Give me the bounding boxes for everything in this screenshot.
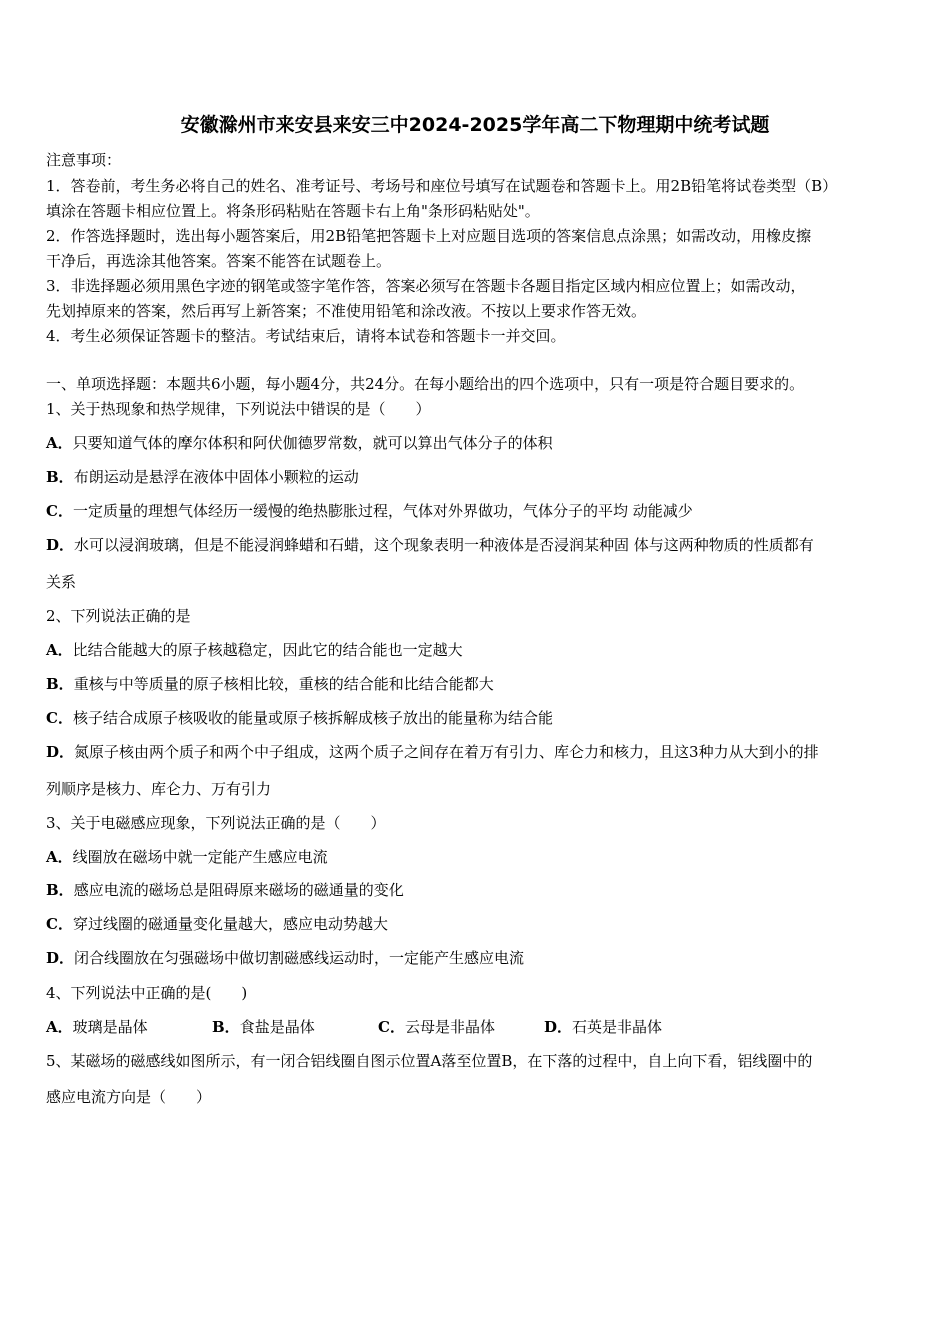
question-3-option-d: D．闭合线圈放在匀强磁场中做切割磁感线运动时，一定能产生感应电流 bbox=[46, 949, 525, 967]
question-3-option-b: B．感应电流的磁场总是阻碍原来磁场的磁通量的变化 bbox=[46, 881, 404, 899]
question-2-option-a: A．比结合能越大的原子核越稳定，因此它的结合能也一定越大 bbox=[46, 641, 463, 659]
question-1-option-a: A．只要知道气体的摩尔体积和阿伏伽德罗常数，就可以算出气体分子的体积 bbox=[46, 434, 553, 452]
question-3-option-a: A．线圈放在磁场中就一定能产生感应电流 bbox=[46, 848, 328, 866]
note-line: 3．非选择题必须用黑色字迹的钢笔或签字笔作答，答案必须写在答题卡各题目指定区域内相应位置上；如需改动， bbox=[46, 277, 806, 295]
question-4-option-c: C．云母是非晶体 bbox=[378, 1018, 495, 1036]
question-4-option-d: D．石英是非晶体 bbox=[544, 1018, 663, 1036]
question-5-stem: 5、某磁场的磁感线如图所示，有一闭合铝线圈自图示位置A落至位置B，在下落的过程中，自上向下看，铝线圈中的 bbox=[46, 1052, 813, 1070]
note-line: 填涂在答题卡相应位置上。将条形码粘贴在答题卡右上角"条形码粘贴处"。 bbox=[46, 202, 540, 220]
question-5-stem-cont: 感应电流方向是（ ） bbox=[46, 1088, 212, 1106]
question-1-option-d-cont: 关系 bbox=[46, 573, 77, 591]
question-1-option-b: B．布朗运动是悬浮在液体中固体小颗粒的运动 bbox=[46, 468, 359, 486]
question-2-option-d-cont: 列顺序是核力、库仑力、万有引力 bbox=[46, 780, 272, 798]
question-4-stem: 4、下列说法中正确的是( ) bbox=[46, 984, 248, 1002]
page-title: 安徽滁州市来安县来安三中2024-2025学年高二下物理期中统考试题 bbox=[180, 114, 770, 136]
question-1-option-c: C．一定质量的理想气体经历一缓慢的绝热膨胀过程，气体对外界做功，气体分子的平均 动能减少 bbox=[46, 502, 693, 520]
section-heading: 一、单项选择题：本题共6小题，每小题4分，共24分。在每小题给出的四个选项中，只有一项是符合题目要求的。 bbox=[46, 375, 805, 393]
question-2-stem: 2、下列说法正确的是 bbox=[46, 607, 191, 625]
note-line: 干净后，再选涂其他答案。答案不能答在试题卷上。 bbox=[46, 252, 392, 270]
question-4-options bbox=[46, 1017, 710, 1037]
note-line: 2．作答选择题时，选出每小题答案后，用2B铅笔把答题卡上对应题目选项的答案信息点涂黑；如需改动，用橡皮擦 bbox=[46, 227, 812, 245]
question-2-option-d: D．氮原子核由两个质子和两个中子组成，这两个质子之间存在着万有引力、库仑力和核力，且这3种力从大到小的排 bbox=[46, 743, 819, 761]
question-1-stem: 1、关于热现象和热学规律，下列说法中错误的是（ ） bbox=[46, 400, 431, 418]
question-4-option-b: B．食盐是晶体 bbox=[212, 1018, 315, 1036]
question-4-option-a: A．玻璃是晶体 bbox=[46, 1018, 148, 1036]
note-line: 4．考生必须保证答题卡的整洁。考试结束后，请将本试卷和答题卡一并交回。 bbox=[46, 327, 566, 345]
question-2-option-c: C．核子结合成原子核吸收的能量或原子核拆解成核子放出的能量称为结合能 bbox=[46, 709, 553, 727]
note-line: 1．答卷前，考生务必将自己的姓名、准考证号、考场号和座位号填写在试题卷和答题卡上。用2B铅笔将试卷类型（B） bbox=[46, 177, 838, 195]
notes-heading: 注意事项： bbox=[46, 151, 122, 169]
question-2-option-b: B．重核与中等质量的原子核相比较，重核的结合能和比结合能都大 bbox=[46, 675, 494, 693]
question-1-option-d: D．水可以浸润玻璃，但是不能浸润蜂蜡和石蜡，这个现象表明一种液体是否浸润某种固 体与这两种物质的性质都有 bbox=[46, 536, 814, 554]
question-3-stem: 3、关于电磁感应现象，下列说法正确的是（ ） bbox=[46, 814, 386, 832]
question-3-option-c: C．穿过线圈的磁通量变化量越大，感应电动势越大 bbox=[46, 915, 388, 933]
note-line: 先划掉原来的答案，然后再写上新答案；不准使用铅笔和涂改液。不按以上要求作答无效。 bbox=[46, 302, 647, 320]
